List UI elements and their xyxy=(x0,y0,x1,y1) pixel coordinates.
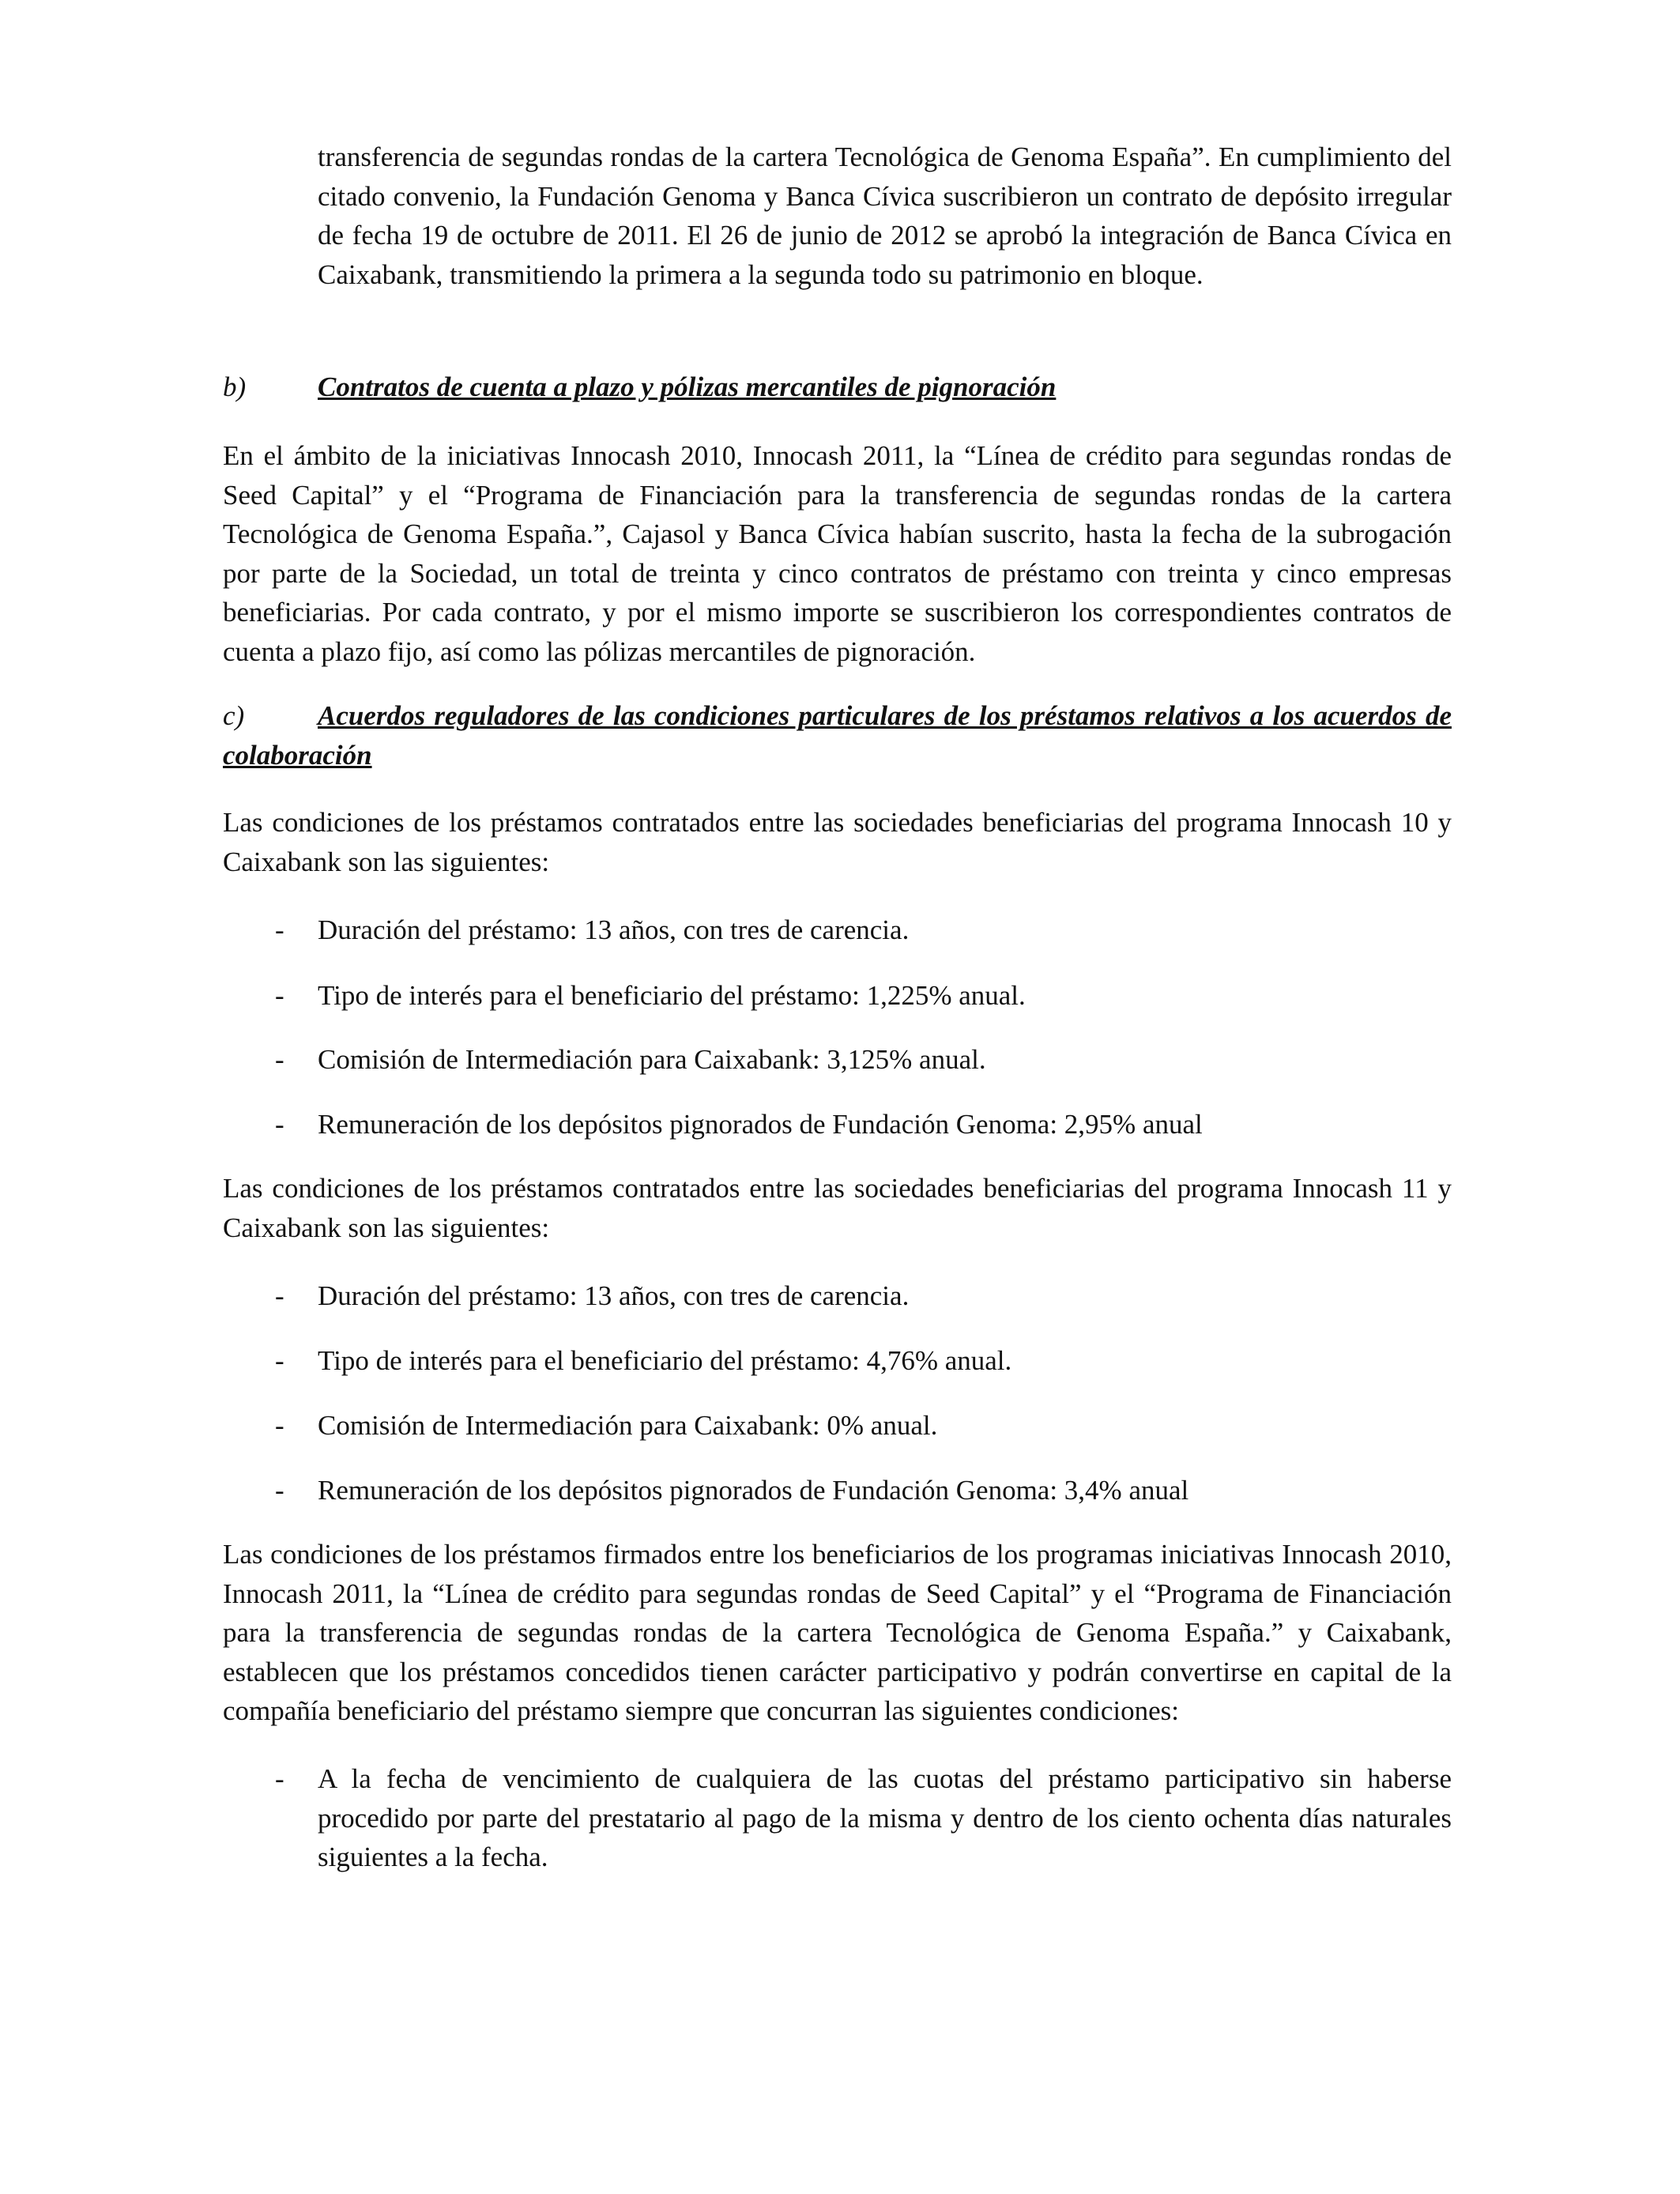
list-item xyxy=(275,976,1452,1016)
bullet-dash: - xyxy=(275,1763,284,1794)
list-item-text: Tipo de interés para el beneficiario del préstamo: 4,76% anual. xyxy=(318,1345,1012,1376)
list-item xyxy=(275,1759,1452,1877)
bullet-dash: - xyxy=(275,1280,284,1311)
list-item-text: Tipo de interés para el beneficiario del préstamo: 1,225% anual. xyxy=(318,980,1026,1011)
section-c-intro-innocash-10: Las condiciones de los préstamos contratados entre las sociedades beneficiarias del programa Innocash 10 y Caixabank son las siguientes: xyxy=(223,807,1452,877)
list-item-text: Duración del préstamo: 13 años, con tres de carencia. xyxy=(318,1280,910,1311)
list-item xyxy=(275,1040,1452,1080)
list-item-text: A la fecha de vencimiento de cualquiera de las cuotas del préstamo participativo sin haberse procedido por parte del prestatario al pago de la misma y dentro de los ciento ochenta días naturales siguientes a la fecha. xyxy=(318,1763,1452,1872)
section-b-heading xyxy=(223,368,1452,407)
bullet-dash: - xyxy=(275,980,284,1011)
section-b-letter: b) xyxy=(223,371,247,402)
bullet-dash: - xyxy=(275,1410,284,1441)
section-c-intro-innocash-11: Las condiciones de los préstamos contratados entre las sociedades beneficiarias del programa Innocash 11 y Caixabank son las siguientes: xyxy=(223,1173,1452,1243)
list-item-text: Comisión de Intermediación para Caixabank: 0% anual. xyxy=(318,1410,938,1441)
section-c-final-paragraph: Las condiciones de los préstamos firmados entre los beneficiarios de los programas iniciativas Innocash 2010, Innocash 2011, la “Línea de crédito para segundas rondas de Seed Capital” y el “Programa de Financiación para la transferencia de segundas rondas de la cartera Tecnológica de Genoma España.” y Caixabank, establecen que los préstamos concedidos tienen carácter participativo y podrán convertirse en capital de la compañía beneficiario del préstamo siempre que concurran las siguientes condiciones: xyxy=(223,1539,1452,1726)
section-c-title: Acuerdos reguladores de las condiciones particulares de los préstamos relativos a los acuerdos de colaboración xyxy=(223,700,1452,771)
bullet-dash: - xyxy=(275,1044,284,1075)
section-b-paragraph: En el ámbito de la iniciativas Innocash 2010, Innocash 2011, la “Línea de crédito para segundas rondas de Seed Capital” y el “Programa de Financiación para la transferencia de segundas rondas de la cartera Tecnológica de Genoma España.”, Cajasol y Banca Cívica habían suscrito, hasta la fecha de la subrogación por parte de la Sociedad, un total de treinta y cinco contratos de préstamo con treinta y cinco empresas beneficiarias. Por cada contrato, y por el mismo importe se suscribieron los correspondientes contratos de cuenta a plazo fijo, así como las pólizas mercantiles de pignoración. xyxy=(223,440,1452,667)
list-item-text: Comisión de Intermediación para Caixabank: 3,125% anual. xyxy=(318,1044,986,1075)
bullet-dash: - xyxy=(275,1475,284,1506)
list-item xyxy=(275,1471,1452,1510)
list-item xyxy=(275,1406,1452,1446)
list-item-text: Remuneración de los depósitos pignorados de Fundación Genoma: 3,4% anual xyxy=(318,1475,1189,1506)
list-item xyxy=(275,910,1452,950)
bullet-dash: - xyxy=(275,914,284,945)
list-item xyxy=(275,1276,1452,1316)
list-item xyxy=(275,1341,1452,1381)
intro-paragraph: transferencia de segundas rondas de la cartera Tecnológica de Genoma España”. En cumplimiento del citado convenio, la Fundación Genoma y Banca Cívica suscribieron un contrato de depósito irregular de fecha 19 de octubre de 2011. El 26 de junio de 2012 se aprobó la integración de Banca Cívica en Caixabank, transmitiendo la primera a la segunda todo su patrimonio en bloque. xyxy=(318,141,1452,290)
section-b-title: Contratos de cuenta a plazo y pólizas mercantiles de pignoración xyxy=(318,371,1057,402)
bullet-dash: - xyxy=(275,1109,284,1140)
bullet-dash: - xyxy=(275,1345,284,1376)
list-item-text: Duración del préstamo: 13 años, con tres de carencia. xyxy=(318,914,910,945)
section-c-letter: c) xyxy=(223,700,245,731)
list-item xyxy=(275,1105,1452,1144)
section-c-heading xyxy=(223,696,1452,775)
list-item-text: Remuneración de los depósitos pignorados de Fundación Genoma: 2,95% anual xyxy=(318,1109,1203,1140)
